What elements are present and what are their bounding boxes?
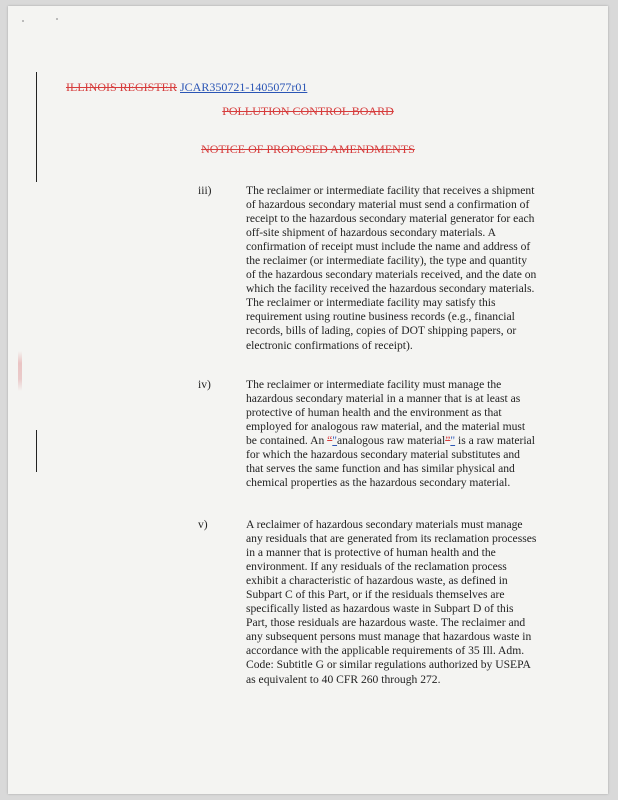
scan-smudge (18, 351, 22, 391)
subsection-label: iii) (198, 184, 212, 197)
inserted-close-quote: " (450, 434, 456, 448)
change-bar (36, 430, 37, 472)
defined-term: analogous raw material (337, 434, 446, 448)
subsection-text-part: The reclaimer or intermediate facility must manage the hazardous secondary material in a manner that is at least as protective of human health and the environment as that employed for analogous raw material, and the material must be contained. An (246, 378, 526, 448)
board-heading (8, 104, 608, 119)
notice-heading (8, 142, 608, 157)
deleted-close-quote: ” (445, 434, 451, 448)
deleted-open-quote: “ (327, 434, 333, 448)
register-header (66, 80, 307, 95)
subsection-v (198, 518, 538, 687)
subsection-text: A reclaimer of hazardous secondary materials must manage any residuals that are generated from its reclamation processes in a manner that is protective of human health and the environment. If any residuals of the reclamation process exhibit a characteristic of hazardous waste, as defined in Subpart C of this Part, or if the residuals themselves are specifically listed as hazardous waste in Subpart D of this Part, those residuals are hazardous waste. The reclaimer and any subsequent persons must manage that hazardous waste in accordance with the applicable requirements of 35 Ill. Adm. Code: Subtitle G or similar regulations authorized by USEPA as equivalent to 40 CFR 260 through 272. (246, 518, 537, 686)
subsection-iii (198, 184, 538, 353)
deleted-register-title: ILLINOIS REGISTER (66, 80, 177, 94)
scan-speck (22, 20, 24, 22)
subsection-iv (198, 378, 538, 490)
subsection-label: v) (198, 518, 208, 531)
subsection-label: iv) (198, 378, 211, 391)
subsection-text: The reclaimer or intermediate facility that receives a shipment of hazardous secondary material must send a confirmation of receipt to the hazardous secondary material generator for each off-site shipment of hazardous secondary materials. A confirmation of receipt must include the name and address of the reclaimer (or intermediate facility), the type and quantity of the hazardous secondary materials received, and the date on which the facility received the hazardous secondary materials. The reclaimer or intermediate facility may satisfy this requirement using routine business records (e.g., financial records, bills of lading, copies of DOT shipping papers, or electronic confirmations of receipt). (246, 184, 537, 352)
document-page (8, 6, 608, 794)
inserted-jcar-code: JCAR350721-1405077r01 (180, 80, 308, 94)
subsection-text (246, 378, 538, 490)
deleted-board-title: POLLUTION CONTROL BOARD (222, 104, 394, 118)
inserted-open-quote: " (332, 434, 338, 448)
change-bar (36, 72, 37, 182)
scan-speck (56, 18, 58, 20)
subsection-text-part: is a raw material for which the hazardous secondary material substitutes and that serves the same function and has similar physical and chemical properties as the hazardous secondary material. (246, 434, 535, 490)
deleted-notice-title: NOTICE OF PROPOSED AMENDMENTS (201, 142, 415, 156)
